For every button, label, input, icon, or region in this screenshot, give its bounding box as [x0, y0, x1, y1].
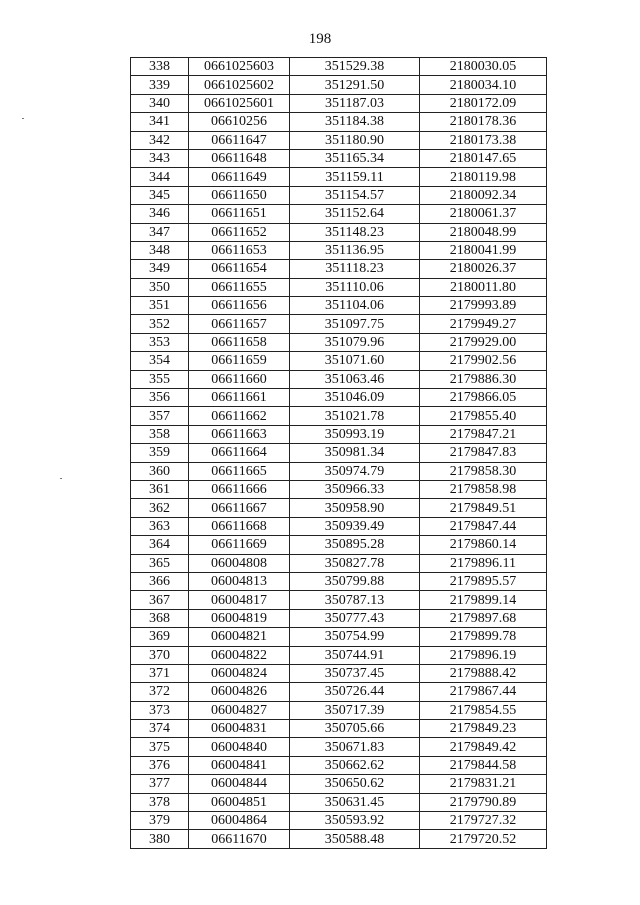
y-coordinate-cell: 2179854.55	[420, 701, 547, 719]
table-row	[131, 646, 547, 664]
y-coordinate-cell: 2180048.99	[420, 223, 547, 241]
table-row	[131, 131, 547, 149]
point-number-cell: 371	[131, 664, 189, 682]
point-number-cell: 354	[131, 352, 189, 370]
x-coordinate-cell: 351021.78	[290, 407, 420, 425]
point-code-cell: 06004840	[189, 738, 290, 756]
y-coordinate-cell: 2180173.38	[420, 131, 547, 149]
x-coordinate-cell: 350799.88	[290, 572, 420, 590]
table-row	[131, 186, 547, 204]
point-code-cell: 06611666	[189, 480, 290, 498]
table-row	[131, 76, 547, 94]
point-code-cell: 06611669	[189, 536, 290, 554]
x-coordinate-cell: 350593.92	[290, 812, 420, 830]
table-row	[131, 425, 547, 443]
table-row	[131, 315, 547, 333]
point-number-cell: 347	[131, 223, 189, 241]
y-coordinate-cell: 2180011.80	[420, 278, 547, 296]
x-coordinate-cell: 351148.23	[290, 223, 420, 241]
point-code-cell: 06611656	[189, 297, 290, 315]
table-row	[131, 407, 547, 425]
y-coordinate-cell: 2179847.44	[420, 517, 547, 535]
y-coordinate-cell: 2179858.30	[420, 462, 547, 480]
point-code-cell: 06004827	[189, 701, 290, 719]
y-coordinate-cell: 2179867.44	[420, 683, 547, 701]
table-row	[131, 352, 547, 370]
point-number-cell: 359	[131, 444, 189, 462]
point-code-cell: 06004813	[189, 572, 290, 590]
point-number-cell: 365	[131, 554, 189, 572]
x-coordinate-cell: 350662.62	[290, 756, 420, 774]
point-code-cell: 06611657	[189, 315, 290, 333]
table-row	[131, 480, 547, 498]
y-coordinate-cell: 2179727.32	[420, 812, 547, 830]
x-coordinate-cell: 351180.90	[290, 131, 420, 149]
point-code-cell: 06611670	[189, 830, 290, 848]
point-number-cell: 356	[131, 389, 189, 407]
y-coordinate-cell: 2179860.14	[420, 536, 547, 554]
table-row	[131, 720, 547, 738]
y-coordinate-cell: 2179720.52	[420, 830, 547, 848]
table-row	[131, 149, 547, 167]
point-code-cell: 06611649	[189, 168, 290, 186]
point-number-cell: 362	[131, 499, 189, 517]
x-coordinate-cell: 350631.45	[290, 793, 420, 811]
y-coordinate-cell: 2179858.98	[420, 480, 547, 498]
x-coordinate-cell: 350974.79	[290, 462, 420, 480]
y-coordinate-cell: 2180092.34	[420, 186, 547, 204]
y-coordinate-cell: 2179888.42	[420, 664, 547, 682]
y-coordinate-cell: 2179790.89	[420, 793, 547, 811]
x-coordinate-cell: 350895.28	[290, 536, 420, 554]
y-coordinate-cell: 2180026.37	[420, 260, 547, 278]
x-coordinate-cell: 351118.23	[290, 260, 420, 278]
table-row	[131, 738, 547, 756]
y-coordinate-cell: 2180061.37	[420, 205, 547, 223]
table-row	[131, 113, 547, 131]
y-coordinate-cell: 2180178.36	[420, 113, 547, 131]
point-code-cell: 0661025601	[189, 94, 290, 112]
table-row	[131, 389, 547, 407]
point-number-cell: 361	[131, 480, 189, 498]
point-code-cell: 06004831	[189, 720, 290, 738]
point-number-cell: 344	[131, 168, 189, 186]
y-coordinate-cell: 2179993.89	[420, 297, 547, 315]
y-coordinate-cell: 2179831.21	[420, 775, 547, 793]
table-row	[131, 370, 547, 388]
x-coordinate-cell: 350726.44	[290, 683, 420, 701]
point-number-cell: 360	[131, 462, 189, 480]
x-coordinate-cell: 351110.06	[290, 278, 420, 296]
point-code-cell: 06004824	[189, 664, 290, 682]
x-coordinate-cell: 351071.60	[290, 352, 420, 370]
coordinates-table-body	[131, 58, 547, 849]
y-coordinate-cell: 2179902.56	[420, 352, 547, 370]
table-row	[131, 591, 547, 609]
point-number-cell: 370	[131, 646, 189, 664]
x-coordinate-cell: 351136.95	[290, 241, 420, 259]
x-coordinate-cell: 350705.66	[290, 720, 420, 738]
point-number-cell: 355	[131, 370, 189, 388]
table-row	[131, 572, 547, 590]
table-row	[131, 554, 547, 572]
point-code-cell: 06611650	[189, 186, 290, 204]
y-coordinate-cell: 2180119.98	[420, 168, 547, 186]
x-coordinate-cell: 351097.75	[290, 315, 420, 333]
point-number-cell: 352	[131, 315, 189, 333]
x-coordinate-cell: 351184.38	[290, 113, 420, 131]
y-coordinate-cell: 2179847.21	[420, 425, 547, 443]
point-code-cell: 06004864	[189, 812, 290, 830]
point-code-cell: 0661025602	[189, 76, 290, 94]
point-code-cell: 06611661	[189, 389, 290, 407]
y-coordinate-cell: 2179849.42	[420, 738, 547, 756]
point-code-cell: 06004841	[189, 756, 290, 774]
point-number-cell: 375	[131, 738, 189, 756]
point-number-cell: 369	[131, 628, 189, 646]
point-code-cell: 06004844	[189, 775, 290, 793]
point-number-cell: 353	[131, 333, 189, 351]
y-coordinate-cell: 2179897.68	[420, 609, 547, 627]
x-coordinate-cell: 351165.34	[290, 149, 420, 167]
table-row	[131, 94, 547, 112]
x-coordinate-cell: 350777.43	[290, 609, 420, 627]
scan-speck	[22, 118, 24, 119]
point-code-cell: 06611655	[189, 278, 290, 296]
table-row	[131, 628, 547, 646]
x-coordinate-cell: 351529.38	[290, 58, 420, 76]
table-row	[131, 756, 547, 774]
point-number-cell: 341	[131, 113, 189, 131]
point-number-cell: 367	[131, 591, 189, 609]
table-row	[131, 793, 547, 811]
point-number-cell: 358	[131, 425, 189, 443]
y-coordinate-cell: 2179949.27	[420, 315, 547, 333]
y-coordinate-cell: 2179844.58	[420, 756, 547, 774]
table-row	[131, 812, 547, 830]
point-code-cell: 06004808	[189, 554, 290, 572]
table-row	[131, 168, 547, 186]
table-row	[131, 609, 547, 627]
y-coordinate-cell: 2179849.51	[420, 499, 547, 517]
x-coordinate-cell: 351187.03	[290, 94, 420, 112]
x-coordinate-cell: 350966.33	[290, 480, 420, 498]
x-coordinate-cell: 350754.99	[290, 628, 420, 646]
x-coordinate-cell: 351063.46	[290, 370, 420, 388]
x-coordinate-cell: 350650.62	[290, 775, 420, 793]
point-code-cell: 06004851	[189, 793, 290, 811]
table-row	[131, 278, 547, 296]
point-code-cell: 06611648	[189, 149, 290, 167]
x-coordinate-cell: 350827.78	[290, 554, 420, 572]
point-code-cell: 06611668	[189, 517, 290, 535]
point-number-cell: 363	[131, 517, 189, 535]
table-row	[131, 683, 547, 701]
point-number-cell: 357	[131, 407, 189, 425]
y-coordinate-cell: 2179895.57	[420, 572, 547, 590]
x-coordinate-cell: 351152.64	[290, 205, 420, 223]
y-coordinate-cell: 2180172.09	[420, 94, 547, 112]
y-coordinate-cell: 2179886.30	[420, 370, 547, 388]
point-number-cell: 340	[131, 94, 189, 112]
x-coordinate-cell: 350737.45	[290, 664, 420, 682]
y-coordinate-cell: 2179899.78	[420, 628, 547, 646]
point-code-cell: 0661025603	[189, 58, 290, 76]
table-row	[131, 297, 547, 315]
coordinates-table	[130, 57, 547, 849]
page-number: 198	[308, 31, 332, 47]
table-row	[131, 223, 547, 241]
point-code-cell: 06611660	[189, 370, 290, 388]
point-code-cell: 06611653	[189, 241, 290, 259]
table-row	[131, 444, 547, 462]
point-code-cell: 06611651	[189, 205, 290, 223]
point-code-cell: 06004817	[189, 591, 290, 609]
point-number-cell: 379	[131, 812, 189, 830]
point-number-cell: 378	[131, 793, 189, 811]
point-number-cell: 377	[131, 775, 189, 793]
y-coordinate-cell: 2179899.14	[420, 591, 547, 609]
table-row	[131, 499, 547, 517]
point-code-cell: 06610256	[189, 113, 290, 131]
y-coordinate-cell: 2179896.11	[420, 554, 547, 572]
x-coordinate-cell: 350744.91	[290, 646, 420, 664]
x-coordinate-cell: 351159.11	[290, 168, 420, 186]
table-row	[131, 333, 547, 351]
table-row	[131, 664, 547, 682]
table-row	[131, 830, 547, 848]
x-coordinate-cell: 350671.83	[290, 738, 420, 756]
point-code-cell: 06004826	[189, 683, 290, 701]
x-coordinate-cell: 350939.49	[290, 517, 420, 535]
point-number-cell: 376	[131, 756, 189, 774]
point-number-cell: 364	[131, 536, 189, 554]
scan-speck	[60, 478, 62, 479]
x-coordinate-cell: 350981.34	[290, 444, 420, 462]
point-number-cell: 366	[131, 572, 189, 590]
point-number-cell: 348	[131, 241, 189, 259]
point-number-cell: 338	[131, 58, 189, 76]
point-code-cell: 06611647	[189, 131, 290, 149]
point-code-cell: 06004819	[189, 609, 290, 627]
point-number-cell: 339	[131, 76, 189, 94]
point-number-cell: 343	[131, 149, 189, 167]
point-code-cell: 06611663	[189, 425, 290, 443]
y-coordinate-cell: 2180030.05	[420, 58, 547, 76]
table-row	[131, 260, 547, 278]
point-code-cell: 06611658	[189, 333, 290, 351]
x-coordinate-cell: 351291.50	[290, 76, 420, 94]
point-code-cell: 06611664	[189, 444, 290, 462]
point-number-cell: 342	[131, 131, 189, 149]
point-number-cell: 380	[131, 830, 189, 848]
y-coordinate-cell: 2179855.40	[420, 407, 547, 425]
y-coordinate-cell: 2179929.00	[420, 333, 547, 351]
x-coordinate-cell: 351154.57	[290, 186, 420, 204]
y-coordinate-cell: 2179896.19	[420, 646, 547, 664]
table-row	[131, 517, 547, 535]
x-coordinate-cell: 350993.19	[290, 425, 420, 443]
table-row	[131, 205, 547, 223]
point-code-cell: 06611652	[189, 223, 290, 241]
point-code-cell: 06611662	[189, 407, 290, 425]
y-coordinate-cell: 2180041.99	[420, 241, 547, 259]
point-number-cell: 372	[131, 683, 189, 701]
x-coordinate-cell: 350958.90	[290, 499, 420, 517]
x-coordinate-cell: 351104.06	[290, 297, 420, 315]
point-code-cell: 06611654	[189, 260, 290, 278]
point-code-cell: 06611665	[189, 462, 290, 480]
x-coordinate-cell: 350787.13	[290, 591, 420, 609]
point-number-cell: 350	[131, 278, 189, 296]
point-number-cell: 349	[131, 260, 189, 278]
point-number-cell: 351	[131, 297, 189, 315]
table-row	[131, 701, 547, 719]
x-coordinate-cell: 351046.09	[290, 389, 420, 407]
x-coordinate-cell: 351079.96	[290, 333, 420, 351]
point-number-cell: 373	[131, 701, 189, 719]
point-code-cell: 06611659	[189, 352, 290, 370]
point-code-cell: 06611667	[189, 499, 290, 517]
x-coordinate-cell: 350717.39	[290, 701, 420, 719]
point-number-cell: 368	[131, 609, 189, 627]
table-row	[131, 775, 547, 793]
table-row	[131, 58, 547, 76]
y-coordinate-cell: 2179847.83	[420, 444, 547, 462]
table-row	[131, 536, 547, 554]
y-coordinate-cell: 2180147.65	[420, 149, 547, 167]
point-code-cell: 06004821	[189, 628, 290, 646]
table-row	[131, 462, 547, 480]
y-coordinate-cell: 2179866.05	[420, 389, 547, 407]
point-number-cell: 374	[131, 720, 189, 738]
y-coordinate-cell: 2180034.10	[420, 76, 547, 94]
point-number-cell: 345	[131, 186, 189, 204]
point-number-cell: 346	[131, 205, 189, 223]
x-coordinate-cell: 350588.48	[290, 830, 420, 848]
y-coordinate-cell: 2179849.23	[420, 720, 547, 738]
table-row	[131, 241, 547, 259]
point-code-cell: 06004822	[189, 646, 290, 664]
